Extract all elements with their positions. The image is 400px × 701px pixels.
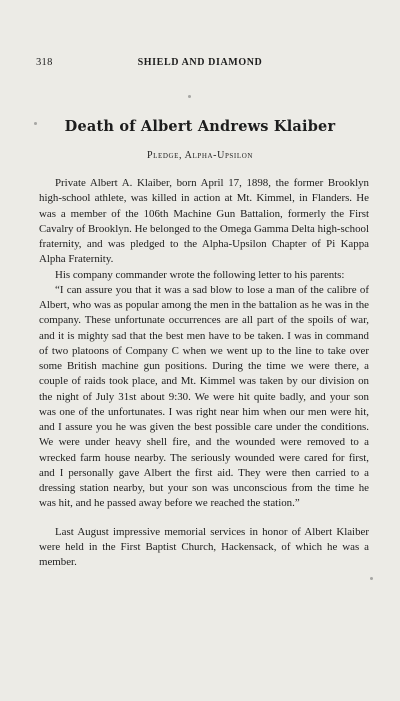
paper-speck bbox=[370, 577, 373, 580]
body-paragraph: Last August impressive memorial services in honor of Albert Klaiber were held in the First Baptist Church, Hackensack, of which he was a member. bbox=[39, 525, 369, 568]
body-paragraph: Private Albert A. Klaiber, born April 17, 1898, the former Brooklyn high-school athlete, was killed in action at Mt. Kimmel, in Flanders. He was a member of the 106th Machine Gun Battalion, formerly the First Cavalry of Brooklyn. He belonged to the Omega Gamma Delta high-school fraternity, and was pledged to the Alpha-Upsilon Chapter of Pi Kappa Alpha Fraternity. bbox=[39, 177, 369, 266]
body-paragraph: His company commander wrote the following letter to his parents: bbox=[55, 268, 345, 281]
paper-speck bbox=[188, 95, 191, 98]
article-title: Death of Albert Andrews Klaiber bbox=[64, 118, 336, 135]
running-head bbox=[36, 57, 364, 71]
article-body bbox=[39, 176, 369, 570]
page-number: 318 bbox=[36, 57, 53, 68]
article-byline: Pledge, Alpha-Upsilon bbox=[146, 150, 254, 161]
journal-title: SHIELD AND DIAMOND bbox=[137, 57, 263, 68]
quoted-letter: “I can assure you that it was a sad blow to lose a man of the calibre of Albert, who was as popular among the men in the battalion as he was in the company. These unfortunate occurrences are all part of the spoils of war, and it is mighty sad that the best men have to be taken. I was in command of two platoons of Company C when we went up to the line to take over some British machine gun positions. During the time we were there, a couple of raids took place, and Mt. Kimmel was taken by our division on the night of July 31st about 9:30. We were hit quite badly, and your son was one of the unfortunates. I was right near him when our men were hit, and I assure you he was given the best possible care under the conditions. We were under heavy shell fire, and the wounded were removed to a wrecked farm house nearby. The seriously wounded were cared for first, and I personally gave Albert the first aid. They were then carried to a dressing station nearby, but your son was unconscious from the time he was hit, and he passed away before we reached the station.” bbox=[39, 283, 369, 510]
